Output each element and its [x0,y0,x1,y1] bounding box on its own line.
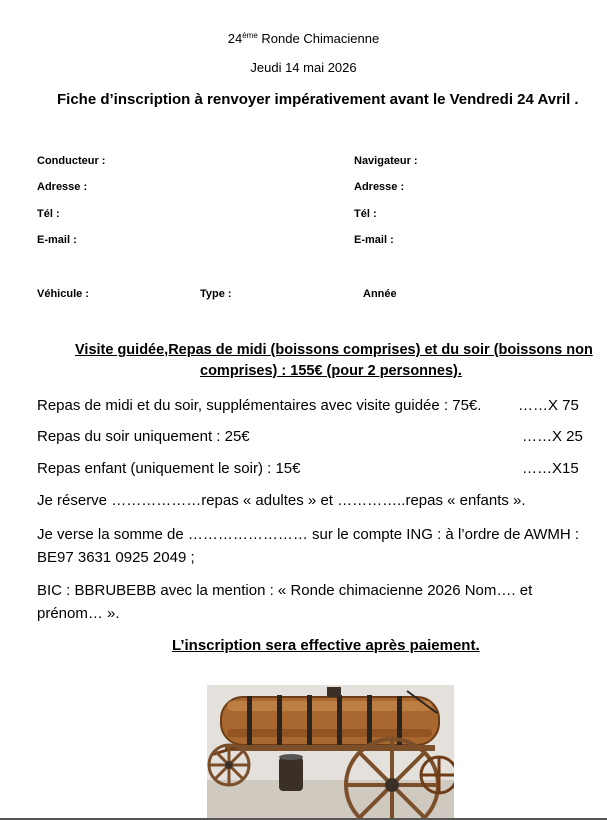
navigator-name-label: Navigateur : [354,155,418,167]
payment-line1: Je verse la somme de …………………… sur le compte ING : à l’ordre de AWMH : [37,526,580,543]
water-cart-illustration [207,685,454,818]
price-qty-dinner: ……X 25 [522,428,583,445]
payment-line2: BE97 3631 0925 2049 ; [37,549,195,566]
driver-name-label: Conducteur : [37,155,106,167]
vehicle-year-label: Année [363,288,397,300]
price-line-child: Repas enfant (uniquement le soir) : 15€ [37,460,301,477]
event-name: Ronde Chimacienne [261,31,380,46]
page-title: Fiche d’inscription à renvoyer impérativement avant le Vendredi 24 Avril . [57,91,579,108]
price-qty-supplement: ……X 75 [518,397,579,414]
navigator-email-label: E-mail : [354,234,394,246]
driver-address-label: Adresse : [37,181,88,193]
price-line-dinner: Repas du soir uniquement : 25€ [37,428,250,445]
payment-line3: BIC : BBRUBEBB avec la mention : « Ronde chimacienne 2026 Nom…. et [37,582,533,599]
edition-suffix: ème [242,31,258,40]
driver-email-label: E-mail : [37,234,77,246]
driver-phone-label: Tél : [37,208,60,220]
event-date: Jeudi 14 mai 2026 [250,60,357,75]
reservation-line: Je réserve ………………repas « adultes » et …………..repas « enfants ». [37,492,526,509]
offer-heading-line1: Visite guidée,Repas de midi (boissons comprises) et du soir (boissons non [75,342,593,358]
edition-number: 24 [227,31,243,46]
price-line-supplement: Repas de midi et du soir, supplémentaires avec visite guidée : 75€. [37,397,482,414]
water-cart-photo [207,685,454,818]
offer-heading-line2: comprises) : 155€ (pour 2 personnes). [200,363,462,379]
vehicle-type-label: Type : [200,288,232,300]
vehicle-label: Véhicule : [37,288,89,300]
edition-line [0,31,607,46]
payment-line4: prénom… ». [37,605,120,622]
registration-note: L’inscription sera effective après paiement. [172,637,480,654]
navigator-phone-label: Tél : [354,208,377,220]
navigator-address-label: Adresse : [354,181,405,193]
price-qty-child: ……X15 [522,460,579,477]
